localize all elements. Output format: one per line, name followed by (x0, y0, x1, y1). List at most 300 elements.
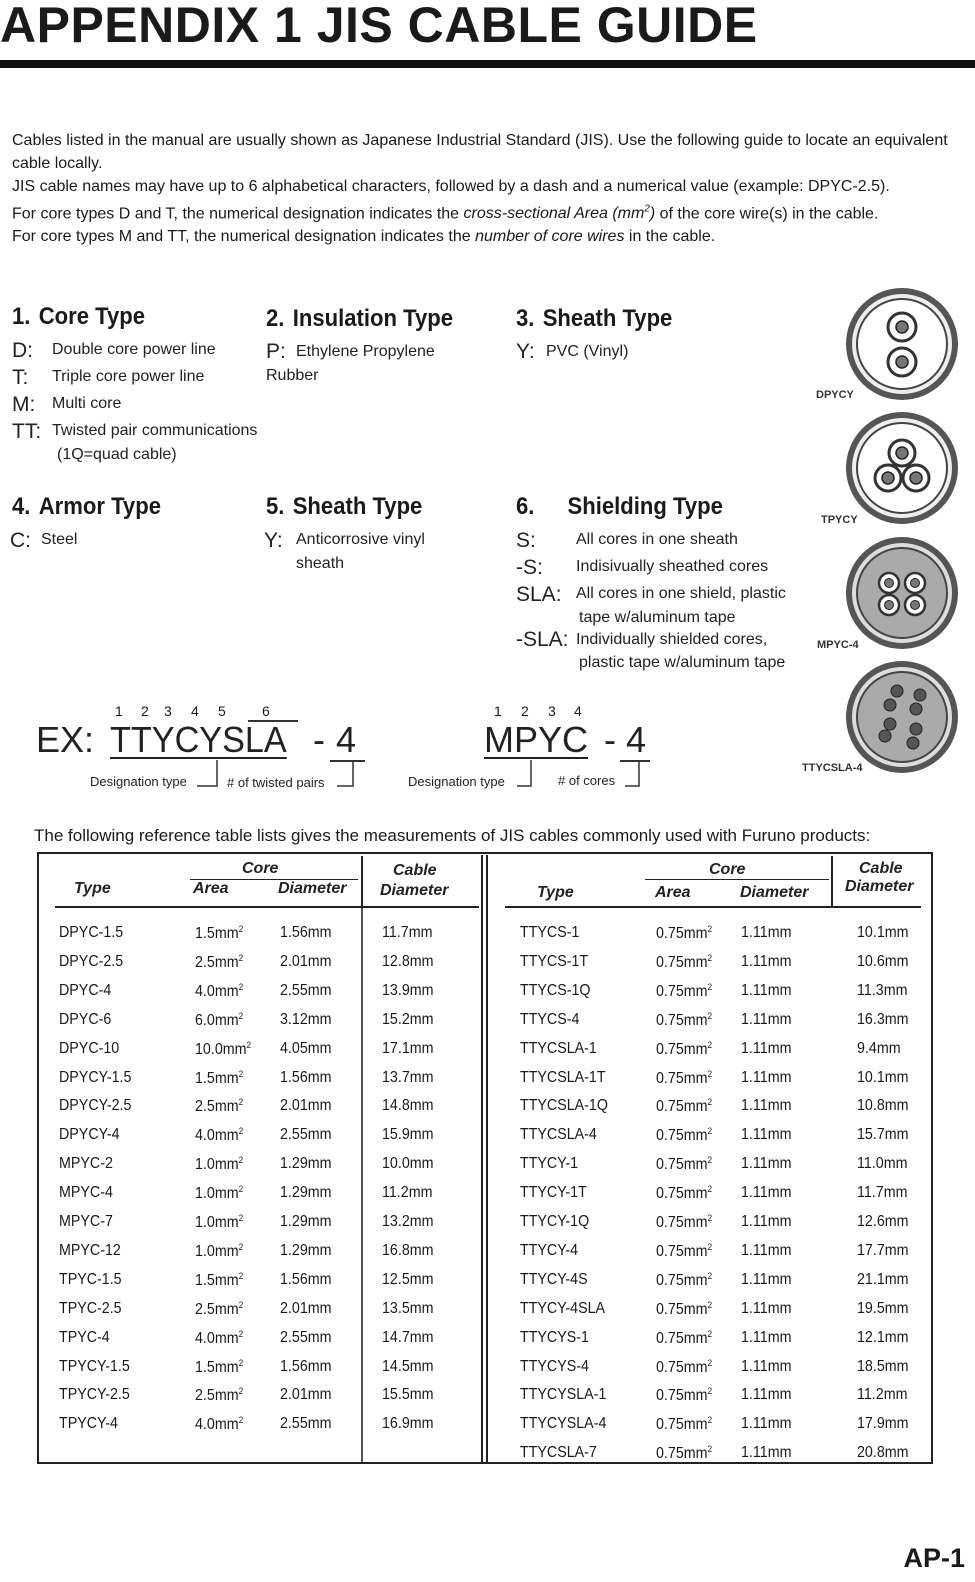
cell-diameter (280, 1126, 332, 1144)
cell-type (59, 1011, 111, 1029)
cell-cable-diameter (382, 1097, 434, 1115)
cell-area (656, 1271, 712, 1290)
code-description: sheath (296, 555, 345, 572)
cell-text: TPYCY-2.5 (59, 1386, 130, 1404)
cell-text: 18.5mm (857, 1357, 909, 1375)
cell-text: 20.8mm (857, 1444, 909, 1462)
cell-text: 1.5mm (195, 1271, 239, 1289)
cell-text: 3.12mm (280, 1010, 332, 1028)
code-label: T: (12, 366, 29, 389)
cell-cable-diameter (857, 1155, 907, 1173)
cell-type (59, 924, 123, 942)
example-dash: - (604, 719, 616, 760)
cable-label: DPYCY (816, 389, 854, 401)
cell-area (195, 1358, 243, 1377)
tpycy-cable-illustration (842, 411, 962, 531)
cell-text: 1.11mm (741, 1241, 792, 1259)
cell-text: TTYCS-4 (520, 1010, 580, 1028)
cell-text: 21.1mm (857, 1270, 909, 1288)
superscript: 2 (707, 1270, 713, 1281)
insulation-type-heading (266, 305, 453, 333)
cell-text: 1.11mm (741, 1184, 792, 1202)
cell-diameter (741, 1213, 791, 1231)
cell-diameter (741, 1444, 791, 1462)
intro-emphasis: number of core wires (475, 228, 625, 246)
cell-type (520, 1097, 608, 1115)
cell-diameter (741, 1300, 791, 1318)
cell-diameter (741, 1415, 791, 1433)
cell-text: 4.0mm (195, 1127, 239, 1145)
section-number: 1. (12, 303, 31, 330)
example-position-number: 4 (574, 703, 582, 719)
intro-text-run: For core types M and TT, the numerical designation indicates the (12, 228, 471, 246)
superscript: 2 (238, 1155, 244, 1166)
cell-type (59, 1126, 120, 1144)
cable-core (884, 699, 896, 711)
cable-diameter-header: Diameter (845, 878, 914, 895)
cell-area (195, 1386, 243, 1405)
example-position-number: 3 (164, 703, 172, 719)
cell-area (656, 1155, 712, 1174)
superscript: 2 (238, 1126, 244, 1137)
cell-type (520, 982, 591, 1000)
mpyc4-cable-illustration (842, 536, 962, 656)
code-note: (1Q=quad cable) (57, 446, 177, 463)
intro-paragraph: Cables listed in the manual are usually shown as Japanese Industrial Standard (JIS). Use the following guide to locate an equivalent cable locally. (12, 132, 948, 172)
cable-diameter-header: Diameter (380, 882, 449, 899)
example-position-number: 2 (141, 703, 149, 719)
example-label: Designation type (408, 774, 505, 789)
cell-text: 13.9mm (382, 981, 434, 999)
cell-area (195, 1011, 243, 1030)
superscript: 2 (707, 1155, 713, 1166)
cell-text: 1.11mm (741, 1444, 792, 1462)
cell-text: DPYC-4 (59, 981, 112, 999)
cell-diameter (280, 1184, 332, 1202)
cell-text: 1.11mm (741, 1213, 792, 1230)
cell-cable-diameter (857, 953, 909, 971)
cell-text: 0.75mm (656, 1358, 708, 1376)
cable-label: TTYCSLA-4 (802, 762, 863, 774)
cell-type (59, 982, 111, 1000)
cell-diameter (741, 1011, 791, 1029)
cell-text: 15.7mm (857, 1126, 909, 1144)
code-description: Multi core (52, 395, 122, 412)
cell-text: 10.8mm (857, 1097, 909, 1115)
cell-text: 0.75mm (656, 982, 708, 1000)
cell-text: 0.75mm (656, 1445, 708, 1463)
cell-text: 10.0mm (382, 1155, 434, 1173)
example-dash: - (313, 719, 325, 760)
table-header-rule (505, 906, 921, 908)
superscript: 2 (707, 1126, 713, 1137)
cell-text: MPYC-2 (59, 1155, 113, 1173)
cell-diameter (280, 1040, 332, 1058)
cell-area (656, 953, 712, 972)
superscript: 2 (707, 1184, 713, 1195)
cell-type (520, 1040, 597, 1058)
cell-diameter (741, 1358, 791, 1376)
cell-area (656, 1126, 712, 1145)
cell-text: 0.75mm (656, 1011, 708, 1029)
cell-text: 1.11mm (741, 1155, 792, 1173)
section-number: 2. (266, 305, 285, 332)
cell-text: 2.55mm (280, 1415, 332, 1433)
cell-text: 17.9mm (857, 1415, 909, 1433)
cable-core (884, 718, 896, 730)
intro-text-run: ) (649, 205, 656, 223)
cell-area (656, 1415, 712, 1434)
cell-text: 2.5mm (195, 1387, 239, 1405)
cell-text: 1.11mm (741, 1415, 792, 1433)
cell-text: 1.11mm (741, 1097, 792, 1115)
section-title: Sheath Type (292, 493, 423, 520)
cell-type (59, 1155, 113, 1173)
cell-text: TTYCY-1 (520, 1155, 579, 1173)
cell-area (656, 1213, 712, 1232)
cell-diameter (741, 1242, 791, 1260)
code-description: Triple core power line (52, 368, 205, 385)
cell-text: DPYC-2.5 (59, 952, 124, 970)
cell-text: TTYCYSLA-4 (520, 1415, 607, 1433)
cell-area (195, 1040, 251, 1059)
cell-text: 11.2mm (857, 1386, 908, 1404)
cell-type (59, 953, 123, 971)
cell-text: 15.5mm (382, 1386, 434, 1404)
cell-area (195, 924, 243, 943)
example-cable-name: TTYCYSLA (110, 719, 287, 760)
superscript: 2 (707, 1415, 713, 1426)
cell-area (656, 1329, 712, 1348)
cell-area (195, 1415, 243, 1434)
code-description: plastic tape w/aluminum tape (579, 654, 786, 671)
superscript: 2 (238, 1068, 244, 1079)
cell-text: 1.11mm (741, 1126, 792, 1144)
cell-text: TPYC-2.5 (59, 1299, 122, 1317)
cell-type (520, 1011, 579, 1029)
cell-area (195, 1097, 243, 1116)
cell-text: 1.11mm (741, 1386, 792, 1404)
cell-type (520, 1415, 606, 1433)
superscript: 2 (238, 1299, 244, 1310)
code-label: P: (266, 340, 286, 363)
cell-cable-diameter (382, 1069, 434, 1087)
cell-text: MPYC-4 (59, 1184, 113, 1202)
table-header-separator (831, 856, 833, 908)
superscript: 2 (707, 1039, 713, 1050)
cell-text: DPYC-6 (59, 1010, 112, 1028)
cell-area (195, 1184, 243, 1203)
cell-cable-diameter (382, 1213, 434, 1231)
cell-text: 16.9mm (382, 1415, 434, 1433)
section-title: Core Type (38, 303, 146, 330)
cell-text: TTYCS-1T (520, 952, 589, 970)
superscript: 2 (238, 1328, 244, 1339)
cell-diameter (741, 924, 791, 942)
cell-cable-diameter (857, 1069, 909, 1087)
cell-text: DPYCY-4 (59, 1126, 120, 1144)
diameter-header: Diameter (740, 884, 809, 901)
superscript: 2 (238, 1386, 244, 1397)
cell-area (656, 1300, 712, 1319)
dpycy-cable-illustration (842, 287, 962, 407)
cell-type (59, 1358, 130, 1376)
cell-diameter (280, 1097, 332, 1115)
superscript: 2 (707, 1097, 713, 1108)
cell-diameter (741, 1040, 791, 1058)
cell-text: TPYC-4 (59, 1328, 110, 1346)
section-number: 6. (516, 493, 535, 520)
section-title: Shielding Type (567, 493, 723, 520)
cell-text: 0.75mm (656, 1127, 708, 1145)
code-label: M: (12, 393, 36, 416)
cell-cable-diameter (857, 1242, 909, 1260)
cell-text: 1.29mm (280, 1155, 332, 1173)
superscript: 2 (238, 1357, 244, 1368)
cell-text: 1.5mm (195, 925, 239, 943)
cell-area (656, 924, 712, 943)
cell-diameter (280, 924, 332, 942)
cell-text: 0.75mm (656, 1300, 708, 1318)
cable-core (879, 730, 891, 742)
example-position-number: 6 (262, 703, 270, 719)
cable-conductor (910, 472, 922, 484)
cell-text: 13.7mm (382, 1068, 434, 1086)
cable-conductor (896, 356, 908, 368)
cell-type (520, 1155, 578, 1173)
cell-text: TTYCSLA-1Q (520, 1097, 608, 1115)
cell-text: 1.11mm (741, 981, 792, 999)
cell-cable-diameter (857, 1213, 909, 1231)
cell-cable-diameter (857, 1329, 909, 1347)
cell-text: TPYCY-1.5 (59, 1357, 130, 1375)
example-number: 4 (626, 719, 647, 760)
armor-type-heading (12, 493, 161, 521)
cell-type (520, 953, 588, 971)
cable-conductor (896, 321, 908, 333)
superscript: 2 (246, 1039, 252, 1050)
cell-type (59, 1097, 131, 1115)
cell-text: 17.7mm (857, 1241, 909, 1259)
cell-text: 1.29mm (280, 1213, 332, 1230)
cell-text: TTYCY-4 (520, 1241, 579, 1259)
cell-text: 0.75mm (656, 1185, 708, 1203)
cell-text: MPYC-7 (59, 1213, 113, 1230)
superscript: 2 (238, 924, 244, 934)
cell-text: 2.5mm (195, 1300, 239, 1318)
cell-diameter (280, 1415, 332, 1433)
cell-text: 17.1mm (382, 1039, 434, 1057)
cell-diameter (280, 1358, 332, 1376)
cell-text: MPYC-12 (59, 1241, 121, 1259)
cell-type (59, 1415, 118, 1433)
cell-type (59, 1300, 122, 1318)
code-description: Steel (41, 531, 78, 548)
cell-text: 6.0mm (195, 1011, 239, 1029)
superscript: 2 (238, 1097, 244, 1108)
cell-cable-diameter (857, 924, 909, 942)
cell-area (656, 1444, 712, 1463)
section-number: 3. (516, 305, 535, 332)
cell-diameter (741, 953, 791, 971)
cell-cable-diameter (382, 924, 432, 942)
cell-cable-diameter (382, 1242, 434, 1260)
cell-diameter (741, 1184, 791, 1202)
example-position-number: 1 (494, 703, 502, 719)
cell-text: TTYCS-1 (520, 924, 580, 941)
table-header-separator (361, 856, 363, 908)
cell-diameter (741, 1155, 791, 1173)
cell-text: 2.55mm (280, 1126, 332, 1144)
cell-text: 9.4mm (857, 1039, 901, 1057)
cell-type (520, 1444, 597, 1462)
example-position-number: 1 (115, 703, 123, 719)
code-description: Individually shielded cores, (576, 631, 768, 648)
bracket-line (517, 760, 531, 786)
cell-text: TTYCYS-4 (520, 1357, 589, 1375)
cell-area (195, 1213, 243, 1232)
cell-text: 0.75mm (656, 1387, 708, 1405)
cell-text: 1.11mm (741, 1328, 792, 1346)
cell-type (520, 1213, 589, 1231)
diameter-header: Diameter (278, 880, 347, 897)
cell-text: 13.5mm (382, 1299, 434, 1317)
intro-text-run: For core types D and T, the numerical designation indicates the (12, 205, 460, 223)
cell-text: 1.5mm (195, 1069, 239, 1087)
cell-type (520, 1271, 588, 1289)
cable-core (910, 703, 922, 715)
cell-text: 0.75mm (656, 1214, 708, 1232)
cell-type (520, 1242, 578, 1260)
cell-text: 2.01mm (280, 1386, 332, 1404)
cell-text: 2.01mm (280, 1097, 332, 1115)
cell-cable-diameter (382, 1126, 434, 1144)
cell-text: 0.75mm (656, 954, 708, 972)
intro-text-run: in the cable. (624, 228, 716, 246)
cable-insulation (857, 423, 947, 513)
cell-area (195, 1155, 243, 1174)
superscript: 2 (707, 1444, 713, 1455)
cell-cable-diameter (857, 1126, 909, 1144)
cell-text: TTYCY-4SLA (520, 1299, 606, 1317)
cell-area (195, 1300, 243, 1319)
cell-text: 11.2mm (382, 1184, 433, 1202)
cell-cable-diameter (382, 1011, 434, 1029)
superscript: 2 (707, 1010, 713, 1021)
cell-text: 11.0mm (857, 1155, 908, 1173)
cell-area (195, 1271, 243, 1290)
cell-area (656, 982, 712, 1001)
cell-type (520, 924, 579, 942)
cell-diameter (741, 1386, 791, 1404)
cell-diameter (280, 982, 332, 1000)
cell-text: TPYC-1.5 (59, 1270, 122, 1288)
cable-conductor (885, 601, 894, 610)
superscript: 2 (238, 1270, 244, 1281)
example-label: # of cores (558, 773, 616, 788)
cell-type (59, 1329, 110, 1347)
cell-cable-diameter (857, 1300, 909, 1318)
core-header: Core (242, 860, 279, 877)
cell-area (195, 1329, 243, 1348)
cell-type (520, 1300, 605, 1318)
core-header-rule (645, 879, 829, 880)
cell-text: 1.11mm (741, 1010, 792, 1028)
cell-text: 4.05mm (280, 1039, 332, 1057)
cell-area (656, 1242, 712, 1261)
cable-insulation (857, 672, 947, 762)
example-label: Designation type (90, 774, 187, 789)
cell-text: 0.75mm (656, 1069, 708, 1087)
code-description: PVC (Vinyl) (546, 343, 629, 360)
cell-cable-diameter (857, 1184, 907, 1202)
cell-text: 12.1mm (857, 1328, 909, 1346)
cell-text: 15.2mm (382, 1010, 434, 1028)
intro-text (12, 129, 957, 248)
reference-table (37, 852, 933, 1464)
cell-cable-diameter (857, 982, 907, 1000)
table-column-separator (361, 908, 363, 1462)
cell-text: DPYC-1.5 (59, 924, 124, 941)
cell-text: 12.8mm (382, 952, 434, 970)
cell-type (59, 1184, 113, 1202)
superscript: 2 (707, 1213, 713, 1223)
cell-type (520, 1184, 587, 1202)
area-header: Area (655, 884, 691, 901)
cell-text: 0.75mm (656, 1271, 708, 1289)
example-position-number: 2 (521, 703, 529, 719)
cell-text: 2.01mm (280, 952, 332, 970)
code-description: All cores in one sheath (576, 531, 738, 548)
cell-text: 1.29mm (280, 1241, 332, 1259)
title-rule (0, 60, 975, 68)
superscript: 2 (707, 1068, 713, 1079)
cell-text: 11.7mm (857, 1184, 908, 1202)
cell-text: 1.11mm (741, 1357, 792, 1375)
code-description: tape w/aluminum tape (579, 609, 736, 626)
intro-emphasis (464, 205, 656, 222)
superscript: 2 (707, 924, 713, 934)
superscript: 2 (707, 1299, 713, 1310)
cell-text: 0.75mm (656, 1243, 708, 1261)
cable-header: Cable (393, 862, 437, 879)
cell-diameter (741, 1097, 791, 1115)
cell-text: DPYCY-2.5 (59, 1097, 132, 1115)
cable-conductor (885, 579, 894, 588)
type-header: Type (74, 880, 111, 897)
code-label: C: (10, 529, 31, 552)
superscript: 2 (238, 952, 244, 963)
cell-text: 10.1mm (857, 924, 909, 941)
code-label: SLA: (516, 583, 562, 606)
cell-type (520, 1358, 589, 1376)
cell-type (520, 1069, 606, 1087)
code-label: TT: (12, 420, 42, 443)
cell-area (656, 1069, 712, 1088)
cell-text: 14.7mm (382, 1328, 434, 1346)
table-divider (481, 855, 483, 1462)
cell-area (195, 953, 243, 972)
cell-text: 11.3mm (857, 981, 908, 999)
example-position-number: 4 (191, 703, 199, 719)
cell-diameter (280, 1011, 332, 1029)
cell-cable-diameter (857, 1444, 909, 1462)
type-header: Type (537, 884, 574, 901)
cell-cable-diameter (857, 1011, 909, 1029)
cell-diameter (741, 982, 791, 1000)
cell-text: 2.5mm (195, 954, 239, 972)
superscript: 2 (707, 1386, 713, 1397)
